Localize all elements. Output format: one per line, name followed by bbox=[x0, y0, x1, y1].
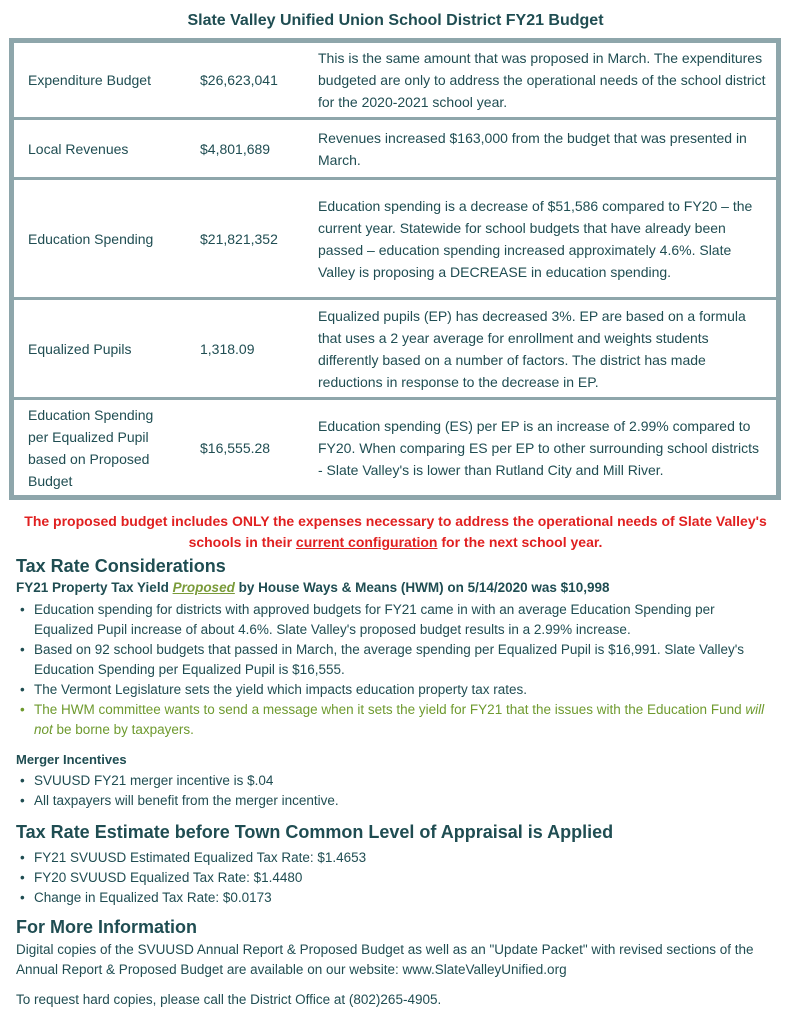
list-item-hwm bbox=[16, 700, 776, 740]
row-amount: $21,821,352 bbox=[200, 230, 278, 247]
table-row bbox=[14, 400, 776, 495]
hwm-text: The HWM committee wants to send a message when it sets the yield for FY21 that the issues with the Education Fund bbox=[34, 702, 746, 717]
list-item: • The Vermont Legislature sets the yield which impacts education property tax rates. bbox=[16, 680, 776, 700]
budget-notice bbox=[0, 511, 791, 553]
yield-proposed: Proposed bbox=[172, 580, 235, 595]
list-item: • All taxpayers will benefit from the merger incentive. bbox=[16, 791, 776, 811]
list-item: • SVUUSD FY21 merger incentive is $.04 bbox=[16, 771, 776, 791]
row-label: Equalized Pupils bbox=[28, 340, 132, 357]
tax-rate-heading: Tax Rate Considerations bbox=[16, 556, 226, 576]
row-amount: $4,801,689 bbox=[200, 140, 271, 157]
row-amount: $16,555.28 bbox=[200, 439, 271, 456]
list-item: • Education spending for districts with approved budgets for FY21 came in with an average Education Spending per Equalized Pupil increase of about 4.6%. Slate Valley's proposed budget results in a 2.99% increase. bbox=[16, 600, 776, 640]
row-description: Education spending is a decrease of $51,586 compared to FY20 – the current year. Statewide for school budgets that have already been passed – education spending increased approximately 4.6%. Slate Valley is proposing a DECREASE in education spending. bbox=[318, 197, 753, 280]
row-label: Education Spending per Equalized Pupil based on Proposed Budget bbox=[28, 406, 154, 489]
row-label: Local Revenues bbox=[28, 140, 129, 157]
list-item: • Change in Equalized Tax Rate: $0.0173 bbox=[16, 888, 776, 908]
notice-underlined: current configuration bbox=[295, 534, 438, 550]
list-item: • Based on 92 school budgets that passed in March, the average spending per Equalized Pupil is $16,991. Slate Valley's Education Spending per Equalized Pupil is $16,555. bbox=[16, 640, 776, 680]
row-description: This is the same amount that was proposed in March. The expenditures budgeted are only to address the operational needs of the school district for the 2020-2021 school year. bbox=[318, 50, 766, 110]
more-info-heading: For More Information bbox=[16, 917, 197, 937]
contact-text: To request hard copies, please call the District Office at (802)265-4905. bbox=[16, 992, 442, 1007]
yield-post: by House Ways & Means (HWM) on 5/14/2020 was $10,998 bbox=[234, 580, 610, 595]
list-item: • FY21 SVUUSD Estimated Equalized Tax Rate: $1.4653 bbox=[16, 848, 776, 868]
hwm-text-end: be borne by taxpayers. bbox=[52, 722, 194, 737]
list-item: • FY20 SVUUSD Equalized Tax Rate: $1.4480 bbox=[16, 868, 776, 888]
row-amount: $26,623,041 bbox=[200, 72, 278, 88]
row-amount: 1,318.09 bbox=[200, 340, 255, 357]
estimate-list bbox=[16, 848, 776, 908]
budget-table bbox=[9, 38, 781, 500]
yield-pre: FY21 Property Tax Yield bbox=[16, 580, 173, 595]
hwm-emphasis: will not bbox=[34, 702, 765, 737]
table-row bbox=[14, 120, 776, 180]
notice-text: The proposed budget includes ONLY the expenses necessary to address the operational needs of Slate Valley's schools in their bbox=[24, 513, 767, 550]
yield-line bbox=[16, 580, 609, 595]
row-label: Education Spending bbox=[28, 230, 154, 247]
table-row bbox=[14, 43, 776, 120]
row-description: Equalized pupils (EP) has decreased 3%. EP are based on a formula that uses a 2 year average for enrollment and weights students differently based on a number of factors. The district has made reductions in response to the decrease in EP. bbox=[318, 307, 746, 390]
table-row bbox=[14, 180, 776, 300]
tax-rate-list bbox=[16, 600, 776, 740]
estimate-heading: Tax Rate Estimate before Town Common Level of Appraisal is Applied bbox=[16, 822, 614, 842]
row-label: Expenditure Budget bbox=[28, 72, 151, 88]
row-description: Revenues increased $163,000 from the budget that was presented in March. bbox=[318, 129, 747, 168]
page-title: Slate Valley Unified Union School District FY21 Budget bbox=[187, 12, 604, 29]
more-info-text: Digital copies of the SVUUSD Annual Report & Proposed Budget as well as an "Update Packet" with revised sections of the Annual Report & Proposed Budget are available on our website: www.SlateValleyUnified.org bbox=[16, 942, 754, 977]
merger-list bbox=[16, 771, 776, 811]
notice-text-end: for the next school year. bbox=[437, 534, 603, 550]
merger-heading: Merger Incentives bbox=[16, 752, 127, 767]
table-row bbox=[14, 300, 776, 400]
row-description: Education spending (ES) per EP is an increase of 2.99% compared to FY20. When comparing ES per EP to other surrounding school districts - Slate Valley's is lower than Rutland City and Mill River. bbox=[318, 417, 759, 478]
